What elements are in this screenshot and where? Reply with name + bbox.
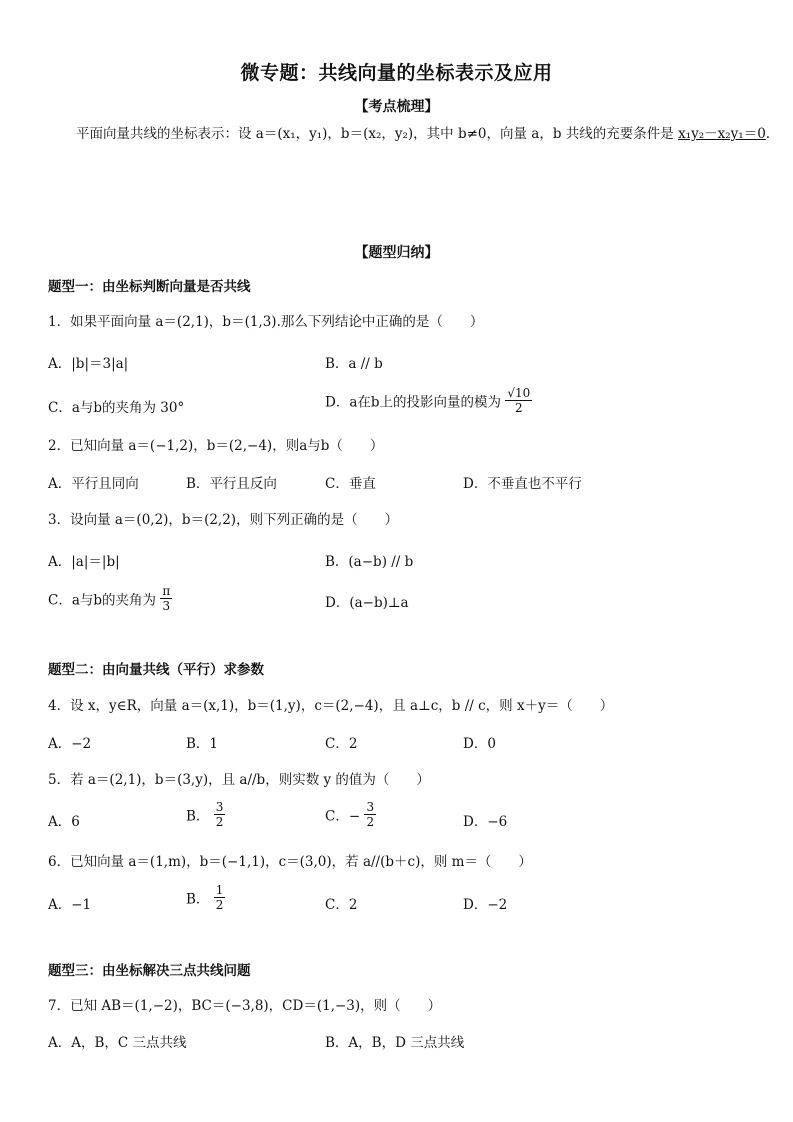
kaodian-answer: x₁y₂－x₂y₁＝0 bbox=[678, 126, 766, 142]
q5-option-c bbox=[325, 800, 376, 829]
q7-option-a: A．A，B，C 三点共线 bbox=[48, 1035, 187, 1051]
q4-option-a: A．−2 bbox=[48, 736, 92, 752]
section-heading-kaodian: 【考点梳理】 bbox=[354, 99, 439, 115]
kaodian-paragraph bbox=[76, 122, 770, 142]
q1-option-c: C．a与b的夹角为 30° bbox=[48, 400, 185, 416]
q1-option-b: B．a // b bbox=[325, 356, 383, 372]
q6-option-a: A．−1 bbox=[48, 897, 92, 913]
section-heading-tixing: 【题型归纳】 bbox=[354, 245, 439, 261]
q6-option-b-label: B． bbox=[186, 891, 210, 908]
q4-stem: 4．设 x，y∈R，向量 a＝(x,1)，b＝(1,y)，c＝(2,−4)，且 a⊥c，b // c，则 x＋y＝（ ） bbox=[48, 698, 614, 714]
q7-option-b: B．A，B，D 三点共线 bbox=[325, 1035, 465, 1051]
q3-option-c-fraction bbox=[160, 584, 172, 613]
q2-option-b: B．平行且反向 bbox=[186, 476, 277, 492]
fraction-numerator: π bbox=[162, 584, 171, 598]
fraction-denominator: 2 bbox=[514, 401, 523, 415]
type3-heading: 题型三：由坐标解决三点共线问题 bbox=[48, 963, 251, 979]
fraction-numerator: 3 bbox=[366, 800, 375, 814]
q5-option-b bbox=[186, 800, 225, 829]
q6-option-b-fraction bbox=[214, 883, 226, 912]
q3-option-a: A．|a|＝|b| bbox=[48, 554, 120, 570]
q4-option-b: B．1 bbox=[186, 736, 219, 752]
q5-option-b-label: B． bbox=[186, 808, 210, 825]
fraction-numerator: 1 bbox=[215, 883, 224, 897]
q6-option-c: C．2 bbox=[325, 897, 358, 913]
page-title: 微专题：共线向量的坐标表示及应用 bbox=[240, 62, 553, 84]
q1-stem: 1．如果平面向量 a＝(2,1)，b＝(1,3).那么下列结论中正确的是（ ） bbox=[48, 314, 484, 330]
q3-option-c-text: C．a与b的夹角为 bbox=[48, 592, 157, 609]
type2-heading: 题型二：由向量共线（平行）求参数 bbox=[48, 662, 264, 678]
q5-option-c-fraction bbox=[364, 800, 376, 829]
q3-option-b: B．(a−b) // b bbox=[325, 554, 414, 570]
q5-option-d: D．−6 bbox=[463, 814, 508, 830]
q2-option-c: C．垂直 bbox=[325, 476, 376, 492]
q4-option-c: C．2 bbox=[325, 736, 358, 752]
fraction-numerator: 3 bbox=[215, 800, 224, 814]
q3-option-d: D．(a−b)⊥a bbox=[325, 595, 409, 611]
q3-stem: 3．设向量 a＝(0,2)，b＝(2,2)，则下列正确的是（ ） bbox=[48, 512, 399, 528]
fraction-denominator: 2 bbox=[215, 898, 224, 912]
q3-option-c bbox=[48, 584, 172, 613]
q5-option-b-fraction bbox=[214, 800, 226, 829]
fraction-denominator: 2 bbox=[366, 815, 375, 829]
kaodian-text-end: . bbox=[765, 126, 771, 142]
q5-stem: 5．若 a＝(2,1)，b＝(3,y)，且 a//b，则实数 y 的值为（ ） bbox=[48, 772, 430, 788]
q2-option-d: D．不垂直也不平行 bbox=[463, 476, 582, 492]
q1-option-d-fraction bbox=[505, 386, 532, 415]
q5-option-c-label: C．− bbox=[325, 808, 361, 825]
q2-option-a: A．平行且同向 bbox=[48, 476, 139, 492]
kaodian-text: 平面向量共线的坐标表示：设 a＝(x₁，y₁)，b＝(x₂，y₂)，其中 b≠0，向量 a，b 共线的充要条件是 bbox=[76, 126, 679, 142]
q1-option-a: A．|b|＝3|a| bbox=[48, 356, 129, 372]
q1-option-d-text: D．a在b上的投影向量的模为 bbox=[325, 394, 502, 411]
q6-stem: 6．已知向量 a＝(1,m)，b＝(−1,1)，c＝(3,0)，若 a//(b＋c)，则 m＝（ ） bbox=[48, 854, 532, 870]
q7-stem: 7．已知 AB＝(1,−2)，BC＝(−3,8)，CD＝(1,−3)，则（ ） bbox=[48, 998, 442, 1014]
fraction-numerator: √10 bbox=[507, 386, 531, 400]
q6-option-d: D．−2 bbox=[463, 897, 508, 913]
fraction-denominator: 2 bbox=[215, 815, 224, 829]
q5-option-a: A．6 bbox=[48, 814, 80, 830]
type1-heading: 题型一：由坐标判断向量是否共线 bbox=[48, 279, 251, 295]
fraction-denominator: 3 bbox=[162, 599, 171, 613]
q6-option-b bbox=[186, 883, 225, 912]
q4-option-d: D．0 bbox=[463, 736, 496, 752]
q2-stem: 2．已知向量 a＝(−1,2)，b＝(2,−4)，则a与b（ ） bbox=[48, 438, 384, 454]
q1-option-d bbox=[325, 386, 532, 415]
